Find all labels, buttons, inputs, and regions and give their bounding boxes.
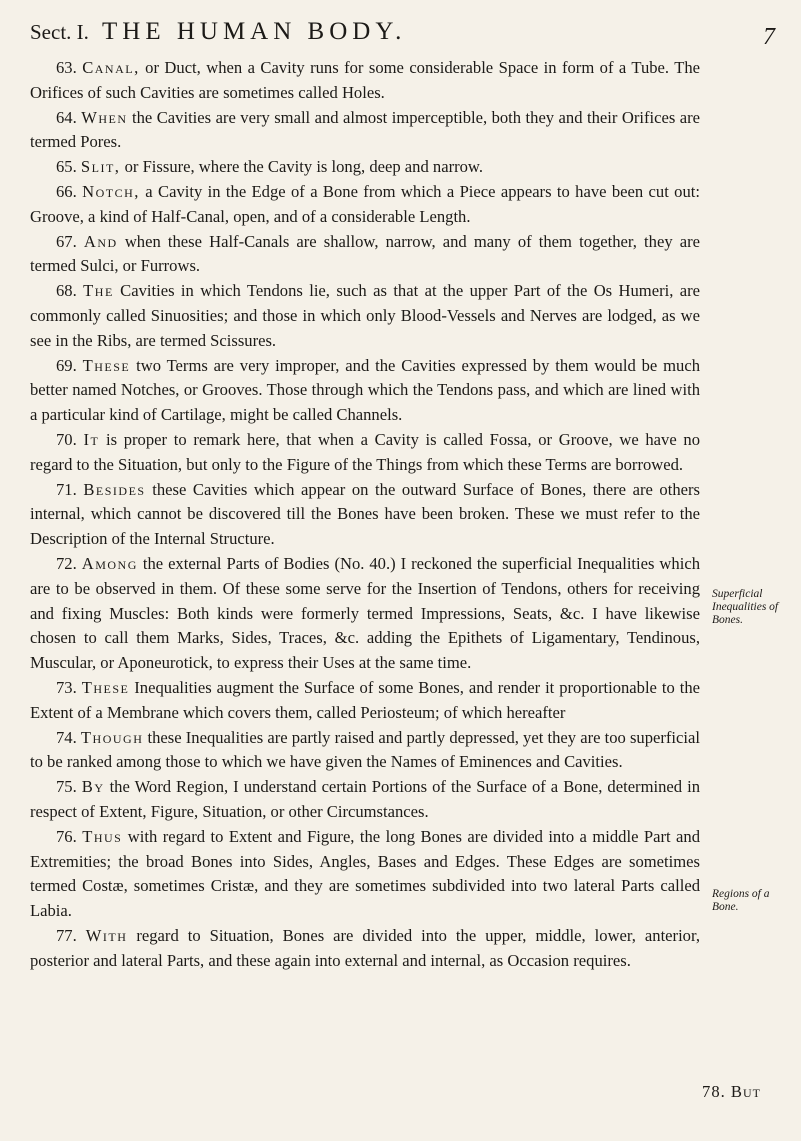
margin-note-superficial-inequalities: Superficial Inequalities of Bones. <box>712 588 779 626</box>
paragraph <box>30 478 700 552</box>
paragraph-number: 74. <box>56 727 77 747</box>
section-label: Sect. I. <box>30 20 89 44</box>
paragraph-text: or Fissure, where the Cavity is long, deep and narrow. <box>120 157 483 177</box>
paragraph-text: two Terms are very improper, and the Cavities expressed by them would be much better named Notches, or Grooves. Those through which the Tendons pass, and which are lined with a particular kind of Cartilage, might be called Channels. <box>30 355 701 425</box>
paragraph <box>30 552 700 676</box>
page-header <box>30 14 775 54</box>
paragraph-lead-word: Besides <box>83 479 146 499</box>
paragraph-lead-word: With <box>85 925 128 945</box>
paragraph-lead-word: Among <box>81 553 138 573</box>
paragraph-lead-word: Thus <box>82 826 123 846</box>
paragraph-lead-word: Canal, <box>82 58 140 77</box>
paragraph-text: these Inequalities are partly raised and partly depressed, yet they are too superficial to be ranked among those to which we have given the Names of Eminences and Cavities. <box>30 727 700 772</box>
paragraph <box>30 924 700 974</box>
paragraph-lead-word: Slit, <box>80 157 121 177</box>
paragraph-lead-word: These <box>82 355 131 375</box>
paragraph-number: 64. <box>56 107 77 127</box>
paragraph-number: 72. <box>56 553 77 573</box>
paragraph-lead-word: Though <box>80 727 144 747</box>
paragraph-lead-word: The <box>83 281 114 301</box>
paragraph-number: 77. <box>56 925 77 945</box>
paragraph-text: the external Parts of Bodies (No. 40.) I reckoned the superficial Inequalities which are to be observed in them. Of these some serve for the Insertion of Tendons, others for receiving and fixing Muscles: Both kinds were formerly termed Impressions, Seats, &c. I have likewise chosen to call them Marks, Sides, Traces, &c. adding the Epithets of Ligamentary, Tendinous, Muscular, or Aponeurotick, to express their Uses at the same time. <box>30 553 700 673</box>
paragraph-lead-word: By <box>81 777 105 797</box>
paragraph <box>30 726 700 776</box>
running-title: THE HUMAN BODY. <box>102 18 407 45</box>
paragraph-number: 63. <box>56 58 77 77</box>
paragraph <box>30 354 700 428</box>
paragraph <box>30 775 700 825</box>
paragraph-lead-word: And <box>83 231 118 251</box>
paragraph-number: 66. <box>56 181 77 201</box>
paragraph <box>30 676 700 726</box>
paragraph <box>30 279 700 353</box>
paragraph <box>30 428 700 478</box>
paragraph-text: when these Half-Canals are shallow, narrow, and many of them together, they are termed Sulci, or Furrows. <box>30 231 700 276</box>
paragraph-number: 71. <box>56 479 77 499</box>
paragraph <box>30 180 700 230</box>
paragraph-number: 68. <box>56 281 77 301</box>
paragraph <box>30 56 700 106</box>
paragraph-text: is proper to remark here, that when a Cavity is called Fossa, or Groove, we have no regard to the Situation, but only to the Figure of the Things from which these Terms are borrowed. <box>30 429 700 474</box>
paragraph-text: regard to Situation, Bones are divided into the upper, middle, lower, anterior, posterior and lateral Parts, and these again into external and internal, as Occasion requires. <box>30 925 700 970</box>
paragraph-number: 67. <box>56 231 77 251</box>
paragraph-text: the Cavities are very small and almost imperceptible, both they and their Orifices are termed Pores. <box>30 107 700 152</box>
paragraph <box>30 155 700 180</box>
paragraph-lead-word: It <box>83 429 100 449</box>
margin-note-regions-of-bone: Regions of a Bone. <box>712 888 770 913</box>
paragraph-text: these Cavities which appear on the outward Surface of Bones, there are others internal, which cannot be discovered till the Bones have been broken. These we must refer to the Description of the Internal Structure. <box>30 479 700 549</box>
page-body <box>30 56 700 973</box>
paragraph-number: 73. <box>56 677 77 697</box>
paragraph-lead-word: Notch, <box>82 181 140 201</box>
paragraph-number: 65. <box>56 157 77 177</box>
paragraph-number: 76. <box>56 826 77 846</box>
paragraph-number: 69. <box>56 355 77 375</box>
paragraph-text: Inequalities augment the Surface of some Bones, and render it proportionable to the Extent of a Membrane which covers them, called Periosteum; of which hereafter <box>30 677 700 722</box>
catchword: 78. But <box>702 1082 761 1101</box>
page-number: 7 <box>763 24 775 50</box>
paragraph <box>30 230 700 280</box>
paragraph-lead-word: These <box>81 677 130 697</box>
paragraph-text: Cavities in which Tendons lie, such as that at the upper Part of the Os Humeri, are commonly called Sinuosities; and those in which only Blood-Vessels and Nerves are lodged, as we see in the Ribs, are termed Scissures. <box>30 281 700 350</box>
paragraph-lead-word: When <box>81 107 128 127</box>
paragraph-text: the Word Region, I understand certain Portions of the Surface of a Bone, determined in respect of Extent, Figure, Situation, or other Circumstances. <box>30 777 700 821</box>
paragraph <box>30 825 700 924</box>
paragraph-number: 75. <box>56 777 77 797</box>
paragraph-text: a Cavity in the Edge of a Bone from which a Piece appears to have been cut out: Groove, a kind of Half-Canal, open, and of a considerable Length. <box>30 181 700 226</box>
paragraph-text: with regard to Extent and Figure, the long Bones are divided into a middle Part and Extremities; the broad Bones into Sides, Angles, Bases and Edges. These Edges are sometimes termed Costæ, sometimes Cristæ, and they are sometimes subdivided into two lateral Parts called Labia. <box>30 826 700 921</box>
paragraph-text: or Duct, when a Cavity runs for some considerable Space in form of a Tube. The Orifices of such Cavities are sometimes called Holes. <box>30 58 700 102</box>
paragraph-number: 70. <box>56 429 77 449</box>
paragraph <box>30 106 700 156</box>
